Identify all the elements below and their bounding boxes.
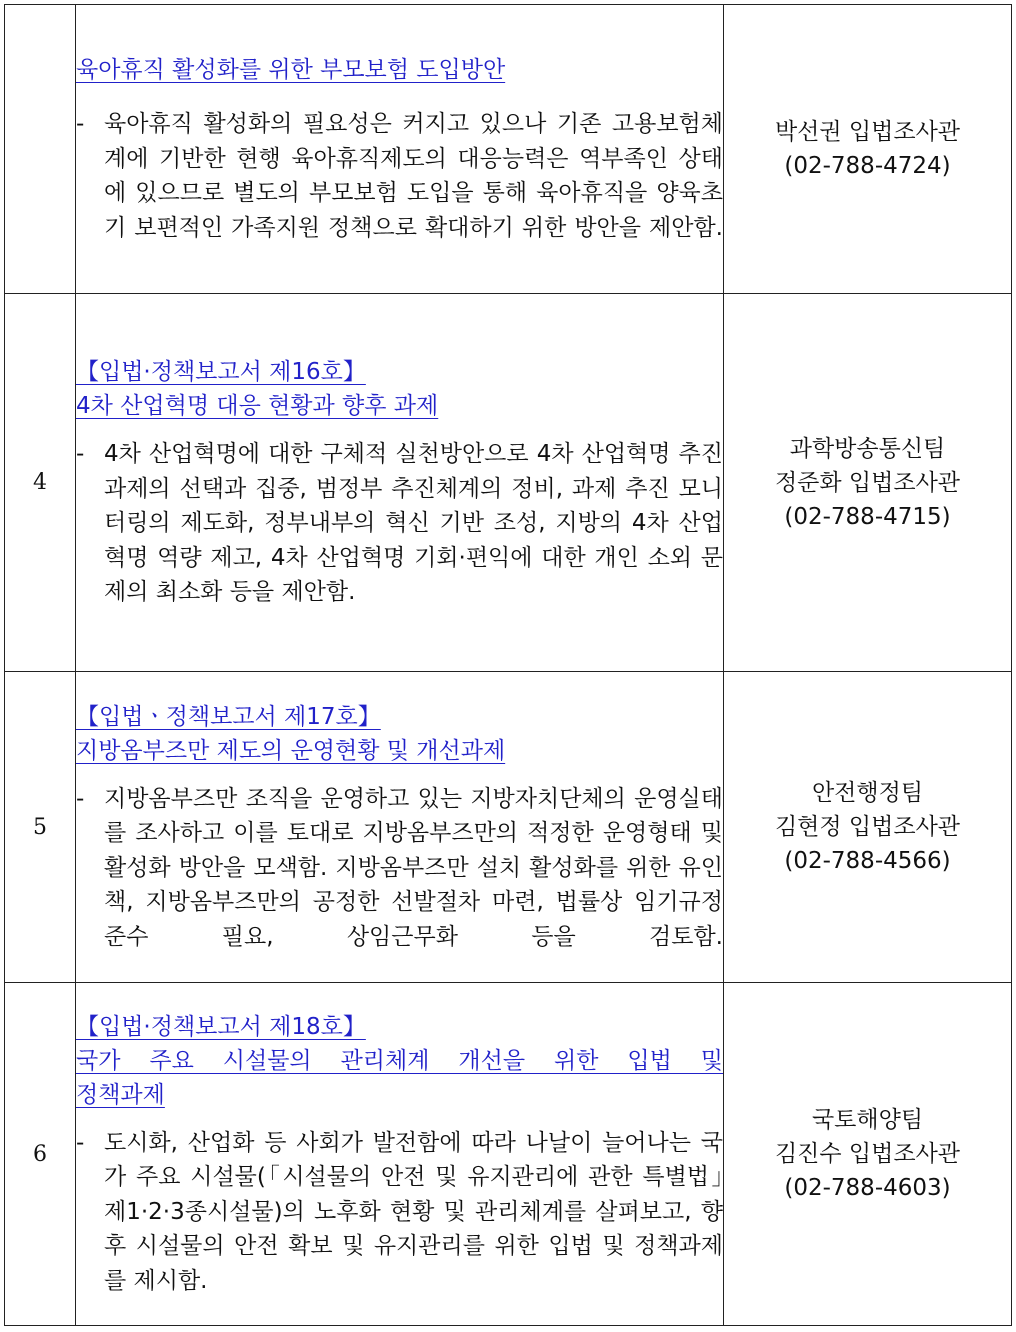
- table-row: [5, 672, 1012, 983]
- contact-cell: [724, 294, 1012, 672]
- report-description: [76, 5, 724, 294]
- contact-team: 과학방송통신팀: [789, 435, 946, 462]
- report-title-link-continued[interactable]: 정책과제: [76, 1081, 165, 1108]
- report-summary: [76, 107, 723, 245]
- contact-cell: [724, 983, 1012, 1326]
- report-table: [4, 4, 1012, 1326]
- contact-researcher: 김현정 입법조사관: [774, 814, 961, 840]
- summary-text: 지방옴부즈만 조직을 운영하고 있는 지방자치단체의 운영실태를 조사하고 이를 토대로 지방옴부즈만의 적정한 운영형태 및 활성화 방안을 모색함. 지방옴부즈만 설치 활성화를 위한 유인책, 지방옴부즈만의 공정한 선발절차 마련, 법률상 임기규정 준수 필요, 상임근무화 등을 검토함.: [104, 785, 723, 950]
- table-row: [5, 294, 1012, 672]
- report-summary: [76, 437, 723, 610]
- contact-phone: (02-788-4715): [784, 503, 951, 530]
- contact-researcher: 김진수 입법조사관: [774, 1141, 961, 1167]
- row-number: 5: [5, 672, 76, 983]
- table-row: [5, 5, 1012, 294]
- report-description: [76, 983, 724, 1326]
- table-row: [5, 983, 1012, 1326]
- report-title-link[interactable]: 국가 주요 시설물의 관리체계 개선을 위한 입법 및: [76, 1047, 723, 1074]
- report-series-link[interactable]: 【입법·정책보고서 제16호】: [76, 359, 366, 386]
- contact-researcher: 정준화 입법조사관: [774, 469, 961, 496]
- contact-team: 안전행정팀: [811, 780, 924, 806]
- contact-phone: (02-788-4724): [784, 153, 951, 179]
- report-title-link[interactable]: 육아휴직 활성화를 위한 부모보험 도입방안: [76, 57, 506, 83]
- contact-phone: (02-788-4603): [784, 1175, 951, 1201]
- bullet-dash: -: [76, 1129, 85, 1156]
- summary-text: 도시화, 산업화 등 사회가 발전함에 따라 나날이 늘어나는 국가 주요 시설물(｢시설물의 안전 및 유지관리에 관한 특별법｣ 제1·2·3종시설물)의 노후화 현황 및 관리체계를 살펴보고, 향후 시설물의 안전 확보 및 유지관리를 위한 입법 및 정책과제를 제시함.: [104, 1129, 723, 1294]
- contact-researcher: 박선권 입법조사관: [774, 119, 961, 145]
- bullet-dash: -: [76, 785, 85, 812]
- row-number: 6: [5, 983, 76, 1326]
- report-series-link[interactable]: 【입법·정책보고서 제18호】: [76, 1013, 366, 1040]
- report-description: [76, 294, 724, 672]
- bullet-dash: -: [76, 111, 85, 137]
- contact-phone: (02-788-4566): [784, 848, 951, 874]
- summary-text: 육아휴직 활성화의 필요성은 커지고 있으나 기존 고용보험체계에 기반한 현행 육아휴직제도의 대응능력은 역부족인 상태에 있으므로 별도의 부모보험 도입을 통해 육아휴직을 양육초기 보편적인 가족지원 정책으로 확대하기 위한 방안을 제안함.: [104, 111, 723, 241]
- contact-cell: [724, 672, 1012, 983]
- contact-team: 국토해양팀: [811, 1107, 924, 1133]
- report-summary: [76, 1126, 723, 1299]
- report-summary: [76, 782, 723, 955]
- contact-cell: [724, 5, 1012, 294]
- summary-text: 4차 산업혁명에 대한 구체적 실천방안으로 4차 산업혁명 추진 과제의 선택과 집중, 범정부 추진체계의 정비, 과제 추진 모니터링의 제도화, 정부내부의 혁신 기반 조성, 지방의 4차 산업혁명 역량 제고, 4차 산업혁명 기회·편익에 대한 개인 소외 문제의 최소화 등을 제안함.: [104, 441, 723, 606]
- report-description: [76, 672, 724, 983]
- report-series-link[interactable]: 【입법ㆍ정책보고서 제17호】: [76, 703, 381, 730]
- row-number: 4: [5, 294, 76, 672]
- report-title-link[interactable]: 지방옴부즈만 제도의 운영현황 및 개선과제: [76, 737, 506, 764]
- row-number: [5, 5, 76, 294]
- report-title-link[interactable]: 4차 산업혁명 대응 현황과 향후 과제: [76, 393, 439, 420]
- bullet-dash: -: [76, 441, 85, 468]
